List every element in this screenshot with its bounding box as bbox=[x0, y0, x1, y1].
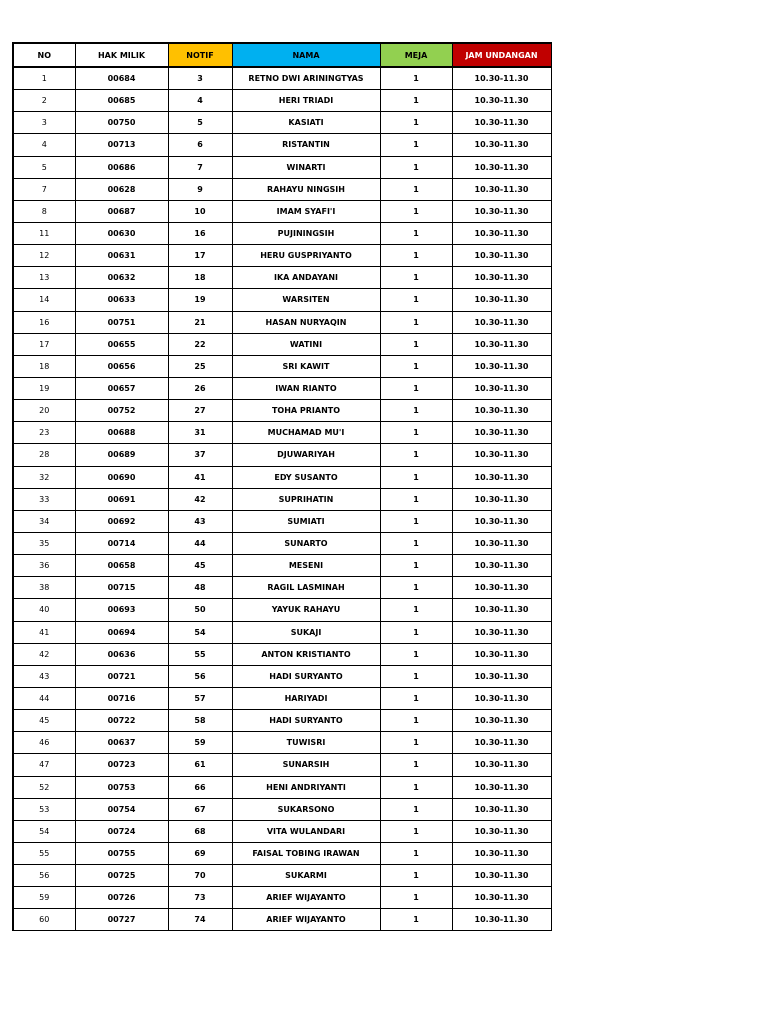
table-row bbox=[13, 599, 551, 621]
cell-nama: HADI SURYANTO bbox=[232, 710, 380, 732]
table-row bbox=[13, 466, 551, 488]
cell-meja: 1 bbox=[380, 134, 452, 156]
cell-jam-undangan: 10.30-11.30 bbox=[452, 865, 551, 887]
cell-hak-milik: 00657 bbox=[75, 377, 168, 399]
cell-nama: SUNARTO bbox=[232, 532, 380, 554]
cell-meja: 1 bbox=[380, 245, 452, 267]
table-row bbox=[13, 67, 551, 90]
cell-jam-undangan: 10.30-11.30 bbox=[452, 732, 551, 754]
table-row bbox=[13, 355, 551, 377]
cell-nama: SUPRIHATIN bbox=[232, 488, 380, 510]
header-nama: NAMA bbox=[232, 43, 380, 67]
cell-meja: 1 bbox=[380, 577, 452, 599]
table-row bbox=[13, 732, 551, 754]
cell-meja: 1 bbox=[380, 842, 452, 864]
cell-jam-undangan: 10.30-11.30 bbox=[452, 134, 551, 156]
cell-hak-milik: 00684 bbox=[75, 67, 168, 90]
cell-notif: 26 bbox=[168, 377, 232, 399]
cell-no: 20 bbox=[13, 400, 75, 422]
invitation-table bbox=[12, 42, 552, 931]
cell-nama: KASIATI bbox=[232, 112, 380, 134]
cell-no: 46 bbox=[13, 732, 75, 754]
cell-notif: 68 bbox=[168, 820, 232, 842]
table-row bbox=[13, 267, 551, 289]
cell-no: 34 bbox=[13, 510, 75, 532]
cell-nama: IKA ANDAYANI bbox=[232, 267, 380, 289]
cell-jam-undangan: 10.30-11.30 bbox=[452, 222, 551, 244]
header-meja: MEJA bbox=[380, 43, 452, 67]
cell-hak-milik: 00631 bbox=[75, 245, 168, 267]
cell-jam-undangan: 10.30-11.30 bbox=[452, 178, 551, 200]
cell-hak-milik: 00716 bbox=[75, 687, 168, 709]
cell-no: 13 bbox=[13, 267, 75, 289]
cell-hak-milik: 00658 bbox=[75, 555, 168, 577]
table-row bbox=[13, 532, 551, 554]
cell-notif: 66 bbox=[168, 776, 232, 798]
cell-no: 47 bbox=[13, 754, 75, 776]
cell-hak-milik: 00689 bbox=[75, 444, 168, 466]
cell-no: 18 bbox=[13, 355, 75, 377]
cell-meja: 1 bbox=[380, 466, 452, 488]
cell-meja: 1 bbox=[380, 444, 452, 466]
cell-hak-milik: 00715 bbox=[75, 577, 168, 599]
cell-meja: 1 bbox=[380, 665, 452, 687]
cell-nama: HERI TRIADI bbox=[232, 90, 380, 112]
cell-notif: 31 bbox=[168, 422, 232, 444]
cell-notif: 48 bbox=[168, 577, 232, 599]
cell-hak-milik: 00726 bbox=[75, 887, 168, 909]
invitation-schedule-sheet bbox=[12, 42, 552, 931]
cell-no: 23 bbox=[13, 422, 75, 444]
cell-no: 4 bbox=[13, 134, 75, 156]
cell-notif: 70 bbox=[168, 865, 232, 887]
cell-no: 40 bbox=[13, 599, 75, 621]
cell-meja: 1 bbox=[380, 267, 452, 289]
cell-meja: 1 bbox=[380, 355, 452, 377]
cell-nama: HASAN NURYAQIN bbox=[232, 311, 380, 333]
cell-no: 52 bbox=[13, 776, 75, 798]
cell-no: 19 bbox=[13, 377, 75, 399]
cell-meja: 1 bbox=[380, 887, 452, 909]
cell-no: 2 bbox=[13, 90, 75, 112]
cell-notif: 41 bbox=[168, 466, 232, 488]
table-row bbox=[13, 444, 551, 466]
cell-notif: 25 bbox=[168, 355, 232, 377]
cell-notif: 16 bbox=[168, 222, 232, 244]
cell-hak-milik: 00752 bbox=[75, 400, 168, 422]
cell-no: 35 bbox=[13, 532, 75, 554]
cell-no: 44 bbox=[13, 687, 75, 709]
cell-no: 41 bbox=[13, 621, 75, 643]
cell-hak-milik: 00722 bbox=[75, 710, 168, 732]
cell-nama: RISTANTIN bbox=[232, 134, 380, 156]
cell-nama: TUWISRI bbox=[232, 732, 380, 754]
cell-hak-milik: 00713 bbox=[75, 134, 168, 156]
cell-meja: 1 bbox=[380, 510, 452, 532]
cell-jam-undangan: 10.30-11.30 bbox=[452, 466, 551, 488]
cell-hak-milik: 00632 bbox=[75, 267, 168, 289]
cell-meja: 1 bbox=[380, 178, 452, 200]
cell-no: 56 bbox=[13, 865, 75, 887]
cell-hak-milik: 00656 bbox=[75, 355, 168, 377]
cell-notif: 54 bbox=[168, 621, 232, 643]
table-row bbox=[13, 112, 551, 134]
cell-jam-undangan: 10.30-11.30 bbox=[452, 665, 551, 687]
cell-notif: 44 bbox=[168, 532, 232, 554]
cell-notif: 57 bbox=[168, 687, 232, 709]
cell-nama: RAGIL LASMINAH bbox=[232, 577, 380, 599]
cell-jam-undangan: 10.30-11.30 bbox=[452, 909, 551, 931]
cell-meja: 1 bbox=[380, 621, 452, 643]
cell-hak-milik: 00723 bbox=[75, 754, 168, 776]
table-row bbox=[13, 400, 551, 422]
header-row bbox=[13, 43, 551, 67]
cell-notif: 22 bbox=[168, 333, 232, 355]
cell-jam-undangan: 10.30-11.30 bbox=[452, 311, 551, 333]
cell-notif: 73 bbox=[168, 887, 232, 909]
cell-hak-milik: 00755 bbox=[75, 842, 168, 864]
cell-hak-milik: 00687 bbox=[75, 200, 168, 222]
cell-meja: 1 bbox=[380, 311, 452, 333]
cell-notif: 21 bbox=[168, 311, 232, 333]
cell-meja: 1 bbox=[380, 377, 452, 399]
header-jam-undangan: JAM UNDANGAN bbox=[452, 43, 551, 67]
cell-jam-undangan: 10.30-11.30 bbox=[452, 532, 551, 554]
cell-no: 60 bbox=[13, 909, 75, 931]
cell-nama: SUKARMI bbox=[232, 865, 380, 887]
cell-no: 3 bbox=[13, 112, 75, 134]
cell-jam-undangan: 10.30-11.30 bbox=[452, 400, 551, 422]
table-row bbox=[13, 245, 551, 267]
cell-nama: EDY SUSANTO bbox=[232, 466, 380, 488]
cell-jam-undangan: 10.30-11.30 bbox=[452, 156, 551, 178]
cell-meja: 1 bbox=[380, 643, 452, 665]
cell-jam-undangan: 10.30-11.30 bbox=[452, 643, 551, 665]
cell-no: 14 bbox=[13, 289, 75, 311]
cell-meja: 1 bbox=[380, 599, 452, 621]
cell-hak-milik: 00721 bbox=[75, 665, 168, 687]
cell-jam-undangan: 10.30-11.30 bbox=[452, 710, 551, 732]
cell-meja: 1 bbox=[380, 776, 452, 798]
cell-nama: HERU GUSPRIYANTO bbox=[232, 245, 380, 267]
cell-meja: 1 bbox=[380, 687, 452, 709]
cell-notif: 55 bbox=[168, 643, 232, 665]
cell-hak-milik: 00751 bbox=[75, 311, 168, 333]
cell-no: 8 bbox=[13, 200, 75, 222]
table-row bbox=[13, 865, 551, 887]
table-body bbox=[13, 67, 551, 931]
cell-nama: FAISAL TOBING IRAWAN bbox=[232, 842, 380, 864]
cell-notif: 37 bbox=[168, 444, 232, 466]
cell-hak-milik: 00633 bbox=[75, 289, 168, 311]
table-row bbox=[13, 333, 551, 355]
table-row bbox=[13, 909, 551, 931]
cell-notif: 50 bbox=[168, 599, 232, 621]
cell-jam-undangan: 10.30-11.30 bbox=[452, 377, 551, 399]
cell-hak-milik: 00727 bbox=[75, 909, 168, 931]
cell-meja: 1 bbox=[380, 710, 452, 732]
cell-meja: 1 bbox=[380, 732, 452, 754]
cell-hak-milik: 00636 bbox=[75, 643, 168, 665]
cell-meja: 1 bbox=[380, 798, 452, 820]
cell-notif: 7 bbox=[168, 156, 232, 178]
cell-hak-milik: 00685 bbox=[75, 90, 168, 112]
cell-notif: 5 bbox=[168, 112, 232, 134]
cell-nama: RETNO DWI ARININGTYAS bbox=[232, 67, 380, 90]
table-row bbox=[13, 377, 551, 399]
cell-nama: HENI ANDRIYANTI bbox=[232, 776, 380, 798]
cell-jam-undangan: 10.30-11.30 bbox=[452, 67, 551, 90]
cell-meja: 1 bbox=[380, 222, 452, 244]
header-notif: NOTIF bbox=[168, 43, 232, 67]
table-row bbox=[13, 643, 551, 665]
cell-no: 33 bbox=[13, 488, 75, 510]
cell-notif: 45 bbox=[168, 555, 232, 577]
table-row bbox=[13, 311, 551, 333]
cell-nama: SUKARSONO bbox=[232, 798, 380, 820]
cell-hak-milik: 00688 bbox=[75, 422, 168, 444]
cell-notif: 67 bbox=[168, 798, 232, 820]
cell-nama: MUCHAMAD MU'I bbox=[232, 422, 380, 444]
table-row bbox=[13, 842, 551, 864]
cell-meja: 1 bbox=[380, 909, 452, 931]
table-row bbox=[13, 798, 551, 820]
cell-no: 1 bbox=[13, 67, 75, 90]
cell-jam-undangan: 10.30-11.30 bbox=[452, 355, 551, 377]
table-row bbox=[13, 222, 551, 244]
table-row bbox=[13, 754, 551, 776]
cell-no: 38 bbox=[13, 577, 75, 599]
cell-nama: SRI KAWIT bbox=[232, 355, 380, 377]
cell-notif: 6 bbox=[168, 134, 232, 156]
cell-no: 42 bbox=[13, 643, 75, 665]
cell-no: 17 bbox=[13, 333, 75, 355]
cell-notif: 4 bbox=[168, 90, 232, 112]
cell-hak-milik: 00725 bbox=[75, 865, 168, 887]
cell-notif: 43 bbox=[168, 510, 232, 532]
table-row bbox=[13, 289, 551, 311]
cell-jam-undangan: 10.30-11.30 bbox=[452, 887, 551, 909]
cell-hak-milik: 00724 bbox=[75, 820, 168, 842]
cell-hak-milik: 00754 bbox=[75, 798, 168, 820]
cell-meja: 1 bbox=[380, 289, 452, 311]
cell-jam-undangan: 10.30-11.30 bbox=[452, 599, 551, 621]
cell-nama: DJUWARIYAH bbox=[232, 444, 380, 466]
cell-nama: HARIYADI bbox=[232, 687, 380, 709]
cell-nama: ARIEF WIJAYANTO bbox=[232, 887, 380, 909]
cell-notif: 9 bbox=[168, 178, 232, 200]
table-row bbox=[13, 687, 551, 709]
cell-jam-undangan: 10.30-11.30 bbox=[452, 267, 551, 289]
cell-meja: 1 bbox=[380, 488, 452, 510]
table-row bbox=[13, 156, 551, 178]
cell-hak-milik: 00628 bbox=[75, 178, 168, 200]
cell-nama: SUKAJI bbox=[232, 621, 380, 643]
cell-no: 11 bbox=[13, 222, 75, 244]
cell-nama: SUMIATI bbox=[232, 510, 380, 532]
cell-meja: 1 bbox=[380, 400, 452, 422]
table-row bbox=[13, 422, 551, 444]
header-hak-milik: HAK MILIK bbox=[75, 43, 168, 67]
cell-notif: 18 bbox=[168, 267, 232, 289]
cell-meja: 1 bbox=[380, 532, 452, 554]
cell-hak-milik: 00655 bbox=[75, 333, 168, 355]
cell-jam-undangan: 10.30-11.30 bbox=[452, 687, 551, 709]
cell-hak-milik: 00637 bbox=[75, 732, 168, 754]
cell-jam-undangan: 10.30-11.30 bbox=[452, 555, 551, 577]
cell-nama: PUJININGSIH bbox=[232, 222, 380, 244]
cell-meja: 1 bbox=[380, 90, 452, 112]
cell-no: 36 bbox=[13, 555, 75, 577]
cell-hak-milik: 00714 bbox=[75, 532, 168, 554]
table-row bbox=[13, 887, 551, 909]
cell-nama: IWAN RIANTO bbox=[232, 377, 380, 399]
cell-notif: 69 bbox=[168, 842, 232, 864]
table-row bbox=[13, 134, 551, 156]
cell-hak-milik: 00692 bbox=[75, 510, 168, 532]
cell-meja: 1 bbox=[380, 422, 452, 444]
cell-no: 7 bbox=[13, 178, 75, 200]
cell-notif: 42 bbox=[168, 488, 232, 510]
table-row bbox=[13, 665, 551, 687]
cell-meja: 1 bbox=[380, 555, 452, 577]
cell-nama: RAHAYU NINGSIH bbox=[232, 178, 380, 200]
header-no: NO bbox=[13, 43, 75, 67]
cell-jam-undangan: 10.30-11.30 bbox=[452, 90, 551, 112]
cell-jam-undangan: 10.30-11.30 bbox=[452, 333, 551, 355]
cell-jam-undangan: 10.30-11.30 bbox=[452, 112, 551, 134]
cell-jam-undangan: 10.30-11.30 bbox=[452, 577, 551, 599]
cell-notif: 74 bbox=[168, 909, 232, 931]
table-row bbox=[13, 510, 551, 532]
cell-no: 55 bbox=[13, 842, 75, 864]
cell-nama: WINARTI bbox=[232, 156, 380, 178]
cell-meja: 1 bbox=[380, 865, 452, 887]
cell-no: 54 bbox=[13, 820, 75, 842]
cell-jam-undangan: 10.30-11.30 bbox=[452, 444, 551, 466]
cell-no: 32 bbox=[13, 466, 75, 488]
cell-notif: 58 bbox=[168, 710, 232, 732]
cell-no: 59 bbox=[13, 887, 75, 909]
cell-hak-milik: 00690 bbox=[75, 466, 168, 488]
cell-no: 28 bbox=[13, 444, 75, 466]
cell-nama: HADI SURYANTO bbox=[232, 665, 380, 687]
cell-notif: 3 bbox=[168, 67, 232, 90]
cell-notif: 19 bbox=[168, 289, 232, 311]
cell-notif: 56 bbox=[168, 665, 232, 687]
cell-hak-milik: 00630 bbox=[75, 222, 168, 244]
cell-hak-milik: 00691 bbox=[75, 488, 168, 510]
cell-jam-undangan: 10.30-11.30 bbox=[452, 488, 551, 510]
cell-jam-undangan: 10.30-11.30 bbox=[452, 842, 551, 864]
cell-jam-undangan: 10.30-11.30 bbox=[452, 776, 551, 798]
cell-nama: SUNARSIH bbox=[232, 754, 380, 776]
cell-nama: ARIEF WIJAYANTO bbox=[232, 909, 380, 931]
cell-meja: 1 bbox=[380, 333, 452, 355]
cell-hak-milik: 00694 bbox=[75, 621, 168, 643]
table-row bbox=[13, 621, 551, 643]
cell-meja: 1 bbox=[380, 754, 452, 776]
cell-meja: 1 bbox=[380, 820, 452, 842]
table-row bbox=[13, 555, 551, 577]
table-row bbox=[13, 178, 551, 200]
cell-no: 53 bbox=[13, 798, 75, 820]
cell-no: 5 bbox=[13, 156, 75, 178]
cell-notif: 27 bbox=[168, 400, 232, 422]
table-row bbox=[13, 488, 551, 510]
table-header bbox=[13, 43, 551, 67]
cell-no: 16 bbox=[13, 311, 75, 333]
cell-notif: 17 bbox=[168, 245, 232, 267]
cell-nama: WATINI bbox=[232, 333, 380, 355]
cell-jam-undangan: 10.30-11.30 bbox=[452, 820, 551, 842]
table-row bbox=[13, 577, 551, 599]
cell-jam-undangan: 10.30-11.30 bbox=[452, 754, 551, 776]
cell-jam-undangan: 10.30-11.30 bbox=[452, 621, 551, 643]
cell-nama: YAYUK RAHAYU bbox=[232, 599, 380, 621]
cell-nama: WARSITEN bbox=[232, 289, 380, 311]
cell-nama: TOHA PRIANTO bbox=[232, 400, 380, 422]
cell-notif: 10 bbox=[168, 200, 232, 222]
cell-meja: 1 bbox=[380, 200, 452, 222]
cell-nama: ANTON KRISTIANTO bbox=[232, 643, 380, 665]
cell-nama: IMAM SYAFI'I bbox=[232, 200, 380, 222]
cell-hak-milik: 00750 bbox=[75, 112, 168, 134]
cell-jam-undangan: 10.30-11.30 bbox=[452, 200, 551, 222]
cell-jam-undangan: 10.30-11.30 bbox=[452, 422, 551, 444]
cell-no: 45 bbox=[13, 710, 75, 732]
table-row bbox=[13, 200, 551, 222]
cell-hak-milik: 00686 bbox=[75, 156, 168, 178]
cell-notif: 61 bbox=[168, 754, 232, 776]
cell-meja: 1 bbox=[380, 156, 452, 178]
cell-no: 43 bbox=[13, 665, 75, 687]
cell-jam-undangan: 10.30-11.30 bbox=[452, 245, 551, 267]
cell-jam-undangan: 10.30-11.30 bbox=[452, 798, 551, 820]
table-row bbox=[13, 776, 551, 798]
cell-hak-milik: 00693 bbox=[75, 599, 168, 621]
cell-meja: 1 bbox=[380, 67, 452, 90]
table-row bbox=[13, 710, 551, 732]
cell-jam-undangan: 10.30-11.30 bbox=[452, 289, 551, 311]
cell-no: 12 bbox=[13, 245, 75, 267]
cell-notif: 59 bbox=[168, 732, 232, 754]
table-row bbox=[13, 820, 551, 842]
cell-nama: MESENI bbox=[232, 555, 380, 577]
table-row bbox=[13, 90, 551, 112]
cell-jam-undangan: 10.30-11.30 bbox=[452, 510, 551, 532]
cell-meja: 1 bbox=[380, 112, 452, 134]
cell-nama: VITA WULANDARI bbox=[232, 820, 380, 842]
cell-hak-milik: 00753 bbox=[75, 776, 168, 798]
